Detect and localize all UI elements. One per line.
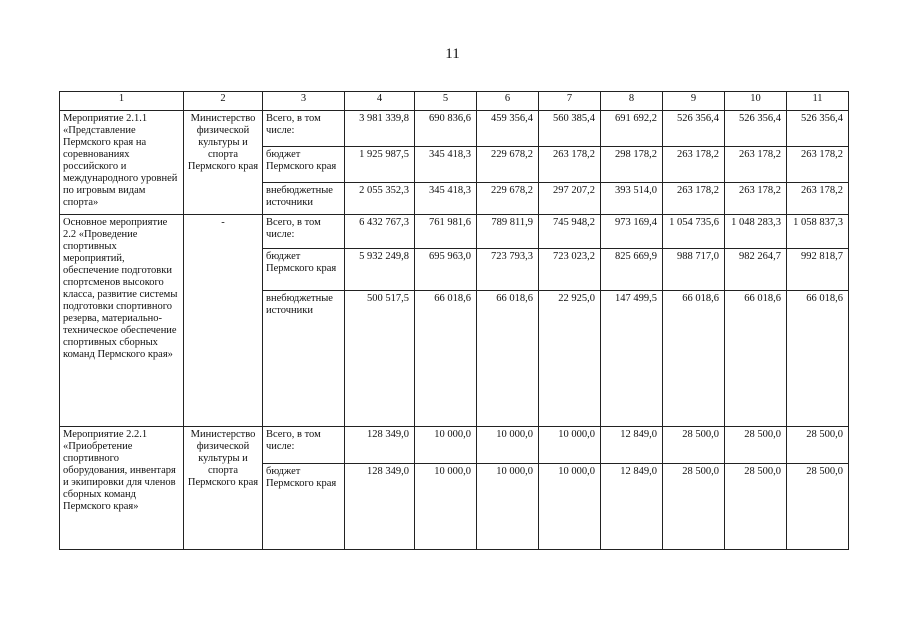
funding-source: Всего, в том числе:	[263, 427, 345, 464]
value-cell: 1 058 837,3	[787, 215, 849, 249]
value-cell: 263 178,2	[725, 183, 787, 215]
value-cell: 745 948,2	[539, 215, 601, 249]
value-cell: 12 849,0	[601, 427, 663, 464]
value-cell: 263 178,2	[787, 183, 849, 215]
value-cell: 10 000,0	[539, 464, 601, 550]
funding-source: внебюджетные источники	[263, 183, 345, 215]
value-cell: 10 000,0	[477, 427, 539, 464]
value-cell: 147 499,5	[601, 291, 663, 427]
page-number: 11	[445, 46, 460, 62]
header-cell: 6	[477, 92, 539, 111]
value-cell: 28 500,0	[787, 427, 849, 464]
header-row	[60, 92, 849, 111]
value-cell: 500 517,5	[345, 291, 415, 427]
value-cell: 66 018,6	[477, 291, 539, 427]
header-cell: 8	[601, 92, 663, 111]
table-row	[60, 111, 849, 147]
value-cell: 10 000,0	[477, 464, 539, 550]
value-cell: 28 500,0	[725, 427, 787, 464]
header-cell: 1	[60, 92, 184, 111]
value-cell: 263 178,2	[663, 147, 725, 183]
program-funding-table	[59, 91, 849, 550]
value-cell: 128 349,0	[345, 427, 415, 464]
value-cell: 393 514,0	[601, 183, 663, 215]
value-cell: 10 000,0	[415, 464, 477, 550]
value-cell: 66 018,6	[663, 291, 725, 427]
value-cell: 12 849,0	[601, 464, 663, 550]
activity-name: Мероприятие 2.1.1 «Представление Пермского края на соревнованиях российского и международного уровней по игровым видам спорта»	[60, 111, 184, 215]
value-cell: 28 500,0	[725, 464, 787, 550]
header-cell: 5	[415, 92, 477, 111]
value-cell: 66 018,6	[725, 291, 787, 427]
value-cell: 345 418,3	[415, 183, 477, 215]
value-cell: 1 054 735,6	[663, 215, 725, 249]
value-cell: 560 385,4	[539, 111, 601, 147]
value-cell: 988 717,0	[663, 249, 725, 291]
value-cell: 691 692,2	[601, 111, 663, 147]
table-row	[60, 215, 849, 249]
value-cell: 297 207,2	[539, 183, 601, 215]
value-cell: 28 500,0	[787, 464, 849, 550]
value-cell: 6 432 767,3	[345, 215, 415, 249]
value-cell: 992 818,7	[787, 249, 849, 291]
header-cell: 3	[263, 92, 345, 111]
value-cell: 526 356,4	[787, 111, 849, 147]
value-cell: 459 356,4	[477, 111, 539, 147]
value-cell: 825 669,9	[601, 249, 663, 291]
header-cell: 11	[787, 92, 849, 111]
value-cell: 263 178,2	[725, 147, 787, 183]
value-cell: 10 000,0	[539, 427, 601, 464]
value-cell: 526 356,4	[663, 111, 725, 147]
value-cell: 789 811,9	[477, 215, 539, 249]
value-cell: 723 023,2	[539, 249, 601, 291]
funding-source: бюджет Пермского края	[263, 147, 345, 183]
value-cell: 1 048 283,3	[725, 215, 787, 249]
value-cell: 3 981 339,8	[345, 111, 415, 147]
table-row	[60, 427, 849, 464]
value-cell: 695 963,0	[415, 249, 477, 291]
value-cell: 5 932 249,8	[345, 249, 415, 291]
value-cell: 973 169,4	[601, 215, 663, 249]
value-cell: 298 178,2	[601, 147, 663, 183]
value-cell: 690 836,6	[415, 111, 477, 147]
header-cell: 4	[345, 92, 415, 111]
value-cell: 263 178,2	[663, 183, 725, 215]
value-cell: 66 018,6	[787, 291, 849, 427]
header-cell: 10	[725, 92, 787, 111]
header-cell: 9	[663, 92, 725, 111]
value-cell: 982 264,7	[725, 249, 787, 291]
value-cell: 10 000,0	[415, 427, 477, 464]
funding-source: бюджет Пермского края	[263, 464, 345, 550]
executor-name: Министерство физической культуры и спорта Пермского края	[184, 427, 263, 550]
value-cell: 723 793,3	[477, 249, 539, 291]
funding-source: Всего, в том числе:	[263, 215, 345, 249]
value-cell: 263 178,2	[787, 147, 849, 183]
value-cell: 761 981,6	[415, 215, 477, 249]
value-cell: 526 356,4	[725, 111, 787, 147]
value-cell: 345 418,3	[415, 147, 477, 183]
header-cell: 2	[184, 92, 263, 111]
value-cell: 229 678,2	[477, 147, 539, 183]
value-cell: 1 925 987,5	[345, 147, 415, 183]
value-cell: 263 178,2	[539, 147, 601, 183]
funding-source: бюджет Пермского края	[263, 249, 345, 291]
value-cell: 66 018,6	[415, 291, 477, 427]
value-cell: 28 500,0	[663, 464, 725, 550]
value-cell: 28 500,0	[663, 427, 725, 464]
header-cell: 7	[539, 92, 601, 111]
funding-source: внебюджетные источники	[263, 291, 345, 427]
activity-name: Мероприятие 2.2.1 «Приобретение спортивного оборудования, инвентаря и экипировки для членов сборных команд Пермского края»	[60, 427, 184, 550]
executor-name: -	[184, 215, 263, 427]
value-cell: 229 678,2	[477, 183, 539, 215]
executor-name: Министерство физической культуры и спорта Пермского края	[184, 111, 263, 215]
activity-name: Основное мероприятие 2.2 «Проведение спортивных мероприятий, обеспечение подготовки спортсменов высокого класса, развитие системы подготовки спортивного резерва, материально-техническое обеспечение спортивных сборных команд Пермского края»	[60, 215, 184, 427]
value-cell: 22 925,0	[539, 291, 601, 427]
value-cell: 2 055 352,3	[345, 183, 415, 215]
value-cell: 128 349,0	[345, 464, 415, 550]
funding-source: Всего, в том числе:	[263, 111, 345, 147]
